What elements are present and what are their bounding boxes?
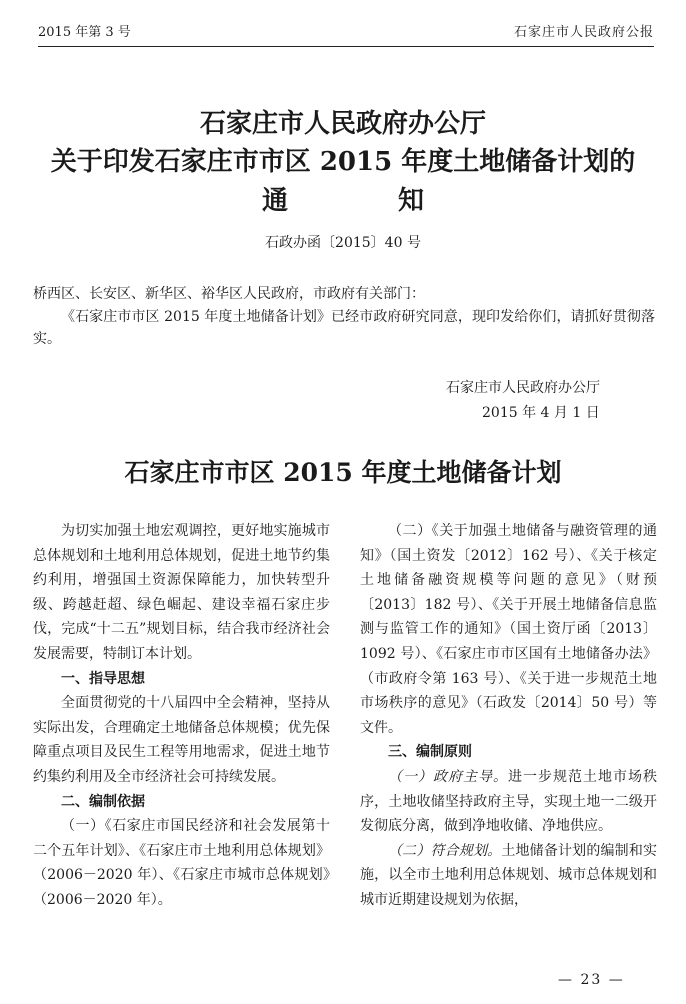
notice-title-line3 [0, 183, 686, 219]
left-column [33, 519, 330, 913]
section2-item1: （一）《石家庄市国民经济和社会发展第十二个五年计划》、《石家庄市土地利用总体规划》（2006－2020 年）、《石家庄市城市总体规划》（2006－2020 年）。 [33, 818, 330, 908]
right-column [360, 519, 657, 913]
principle2 [360, 839, 657, 913]
section3-heading: 三、编制原则 [388, 744, 472, 761]
notice-body: 《石家庄市市区 2015 年度土地储备计划》已经市政府研究同意，现印发给你们，请抓好贯彻落实。 [33, 309, 655, 347]
notice-title-line1: 石家庄市人民政府办公厅 [199, 109, 486, 139]
plan-title: 石家庄市市区 2015 年度土地储备计划 [124, 458, 562, 487]
sign-date: 2015 年 4 月 1 日 [482, 405, 600, 421]
addressee: 桥西区、长安区、新华区、裕华区人民政府，市政府有关部门： [33, 286, 425, 302]
notice-title-char-a: 通 [261, 186, 288, 216]
page-header [38, 24, 654, 47]
principle1-text: 进一步规范土地市场秩序，土地收储坚持政府主导，实现土地一二级开发彻底分离，做到净地收储、净地供应。 [360, 768, 657, 835]
plan-intro: 为切实加强土地宏观调控，更好地实施城市总体规划和土地利用总体规划，促进土地节约集约利用，增强国土资源保障能力，加快转型升级、跨越赶超、绿色崛起、建设幸福石家庄步伐，完成“十二五”规划目标，结合我市经济社会发展需要，特制订本计划。 [33, 523, 330, 662]
principle2-text: 土地储备计划的编制和实施，以全市土地利用总体规划、城市总体规划和城市近期建设规划为依据， [360, 842, 658, 908]
section2-heading: 二、编制依据 [61, 793, 145, 810]
publication-name: 石家庄市人民政府公报 [513, 25, 654, 40]
signer: 石家庄市人民政府办公厅 [446, 380, 600, 396]
issue-label: 2015 年第 3 号 [38, 25, 131, 40]
document-number: 石政办函〔2015〕40 号 [265, 235, 421, 251]
section2-item2: （二）《关于加强土地储备与融资管理的通知》（国土资发〔2012〕162 号）、《关于核定土地储备融资规模等问题的意见》（财预〔2013〕182 号）、《关于开展土地储备信息监测与监管工作的通知》（国土资厅函〔2013〕1092 号）、《石家庄市市区国有土地储备办法》（市政府令第 163 号）、《关于进一步规范土地市场秩序的意见》（石政发〔2014〕50 号）等文件。 [360, 523, 657, 736]
section1-text: 全面贯彻党的十八届四中全会精神，坚持从实际出发，合理确定土地储备总体规模；优先保障重点项目及民生工程等用地需求，促进土地节约集约利用及全市经济社会可持续发展。 [33, 695, 330, 785]
notice-title-char-b: 知 [398, 186, 425, 216]
principle2-label: （二）符合规划。 [388, 842, 502, 859]
notice-title-line2: 关于印发石家庄市市区 2015 年度土地储备计划的 [50, 147, 636, 177]
principle1 [360, 765, 657, 839]
page-number: — 23 — [558, 972, 625, 988]
section1-heading: 一、指导思想 [61, 670, 145, 687]
principle1-label: （一）政府主导。 [388, 768, 508, 785]
